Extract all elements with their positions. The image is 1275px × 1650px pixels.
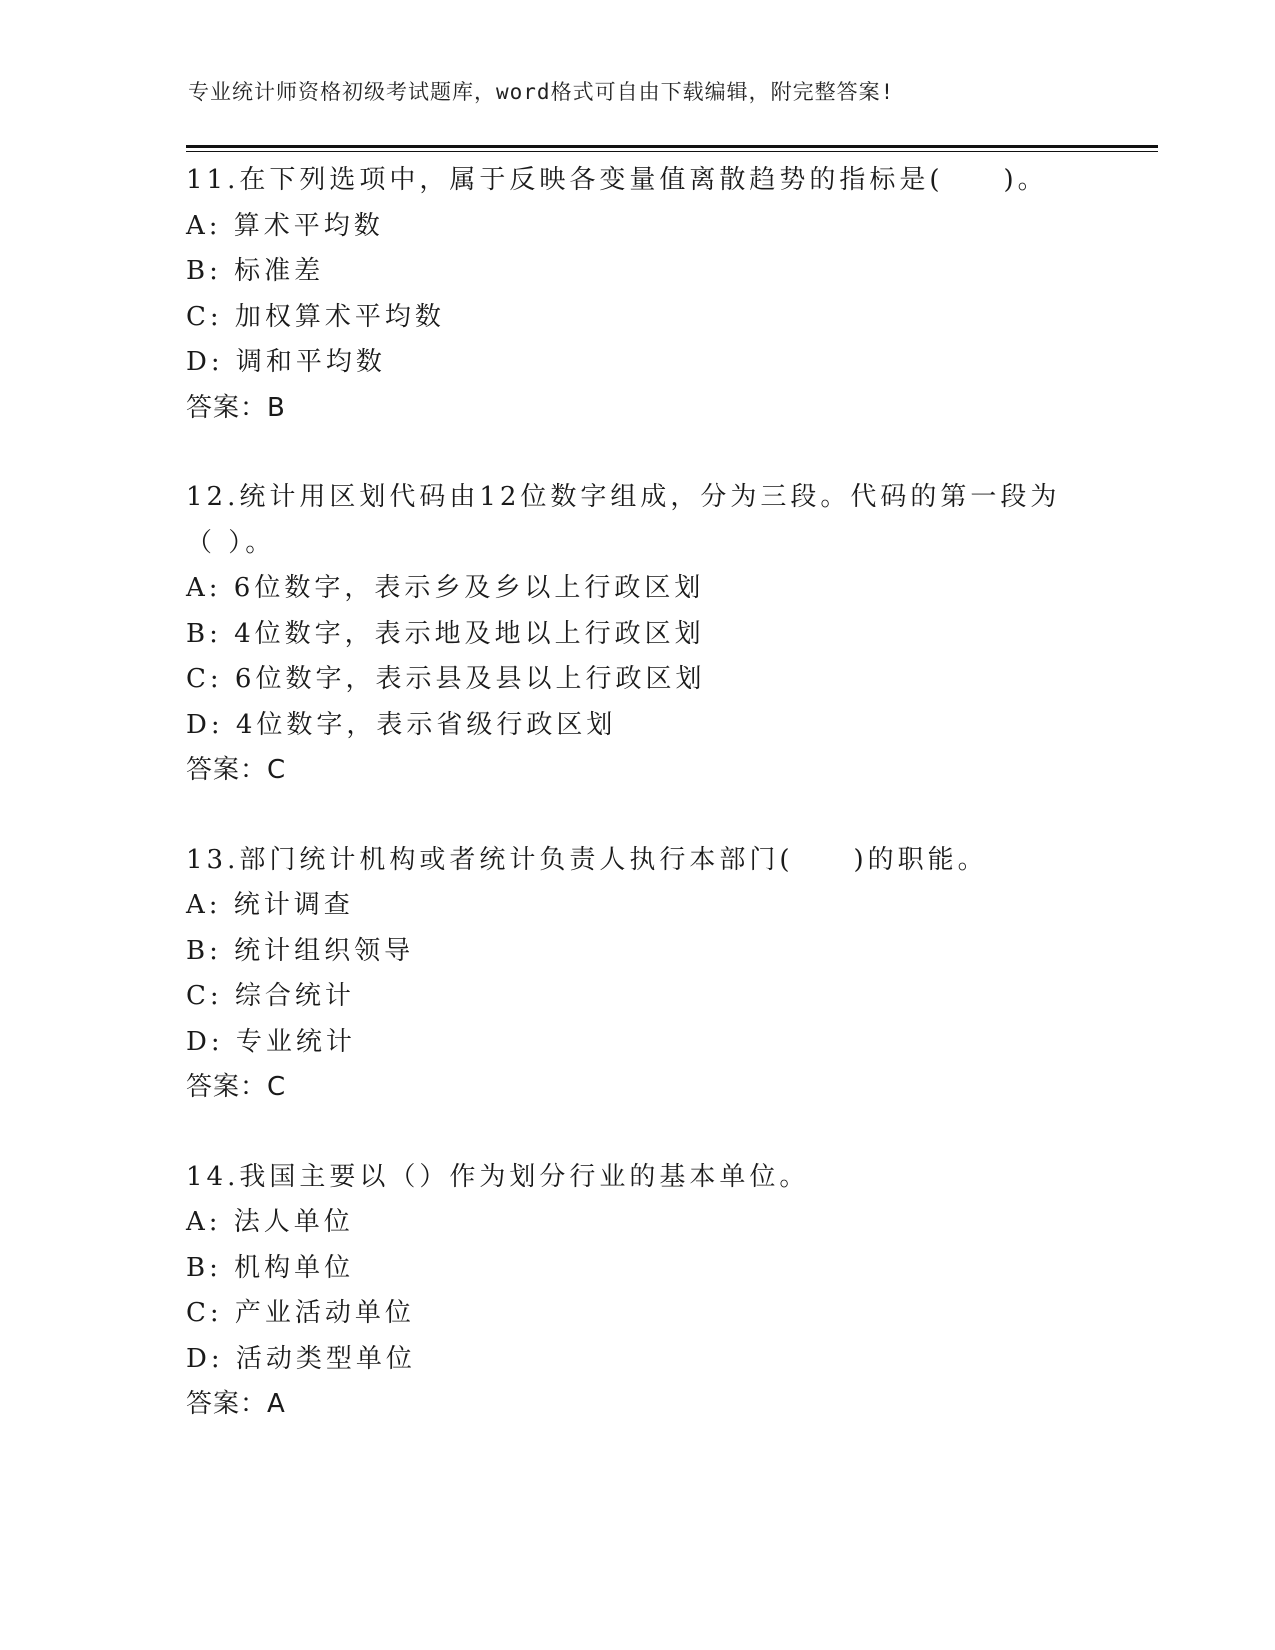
answer-label: 答案：C <box>186 755 287 785</box>
option-c: C: 加权算术平均数 <box>186 301 445 332</box>
option-b: B: 标准差 <box>186 256 325 286</box>
question-stem: 13.部门统计机构或者统计负责人执行本部门( )的职能。 <box>186 844 988 875</box>
question-stem: 12.统计用区划代码由12位数字组成，分为三段。代码的第一段为（ ）。 <box>186 482 1061 558</box>
question-14 <box>186 1155 1066 1428</box>
answer-label: 答案：A <box>186 1389 286 1419</box>
option-b: B: 统计组织领导 <box>186 935 415 966</box>
question-list <box>186 158 1066 1472</box>
option-c: C: 6位数字，表示县及县以上行政区划 <box>186 664 706 694</box>
option-b: B: 机构单位 <box>186 1252 355 1283</box>
option-a: A: 法人单位 <box>186 1207 354 1237</box>
option-d: D: 调和平均数 <box>186 347 386 377</box>
option-d: D: 活动类型单位 <box>186 1343 416 1374</box>
option-a: A: 统计调查 <box>186 890 354 920</box>
answer-label: 答案：C <box>186 1072 287 1102</box>
question-stem: 11.在下列选项中，属于反映各变量值离散趋势的指标是( )。 <box>186 165 1048 195</box>
header-rule-thin <box>186 151 1158 152</box>
page-header: 专业统计师资格初级考试题库，word格式可自由下载编辑，附完整答案! <box>188 80 895 104</box>
question-11 <box>186 158 1066 431</box>
option-a: A: 6位数字，表示乡及乡以上行政区划 <box>186 573 705 603</box>
header-rule-thick <box>186 145 1158 148</box>
answer-label: 答案：B <box>186 392 286 423</box>
question-stem: 14.我国主要以（）作为划分行业的基本单位。 <box>186 1161 810 1192</box>
option-c: C: 综合统计 <box>186 981 355 1011</box>
option-c: C: 产业活动单位 <box>186 1298 415 1328</box>
option-b: B: 4位数字，表示地及地以上行政区划 <box>186 618 705 649</box>
option-d: D: 4位数字，表示省级行政区划 <box>186 709 617 740</box>
question-12 <box>186 475 1066 794</box>
option-d: D: 专业统计 <box>186 1026 356 1057</box>
question-13 <box>186 838 1066 1111</box>
option-a: A: 算术平均数 <box>186 210 384 241</box>
